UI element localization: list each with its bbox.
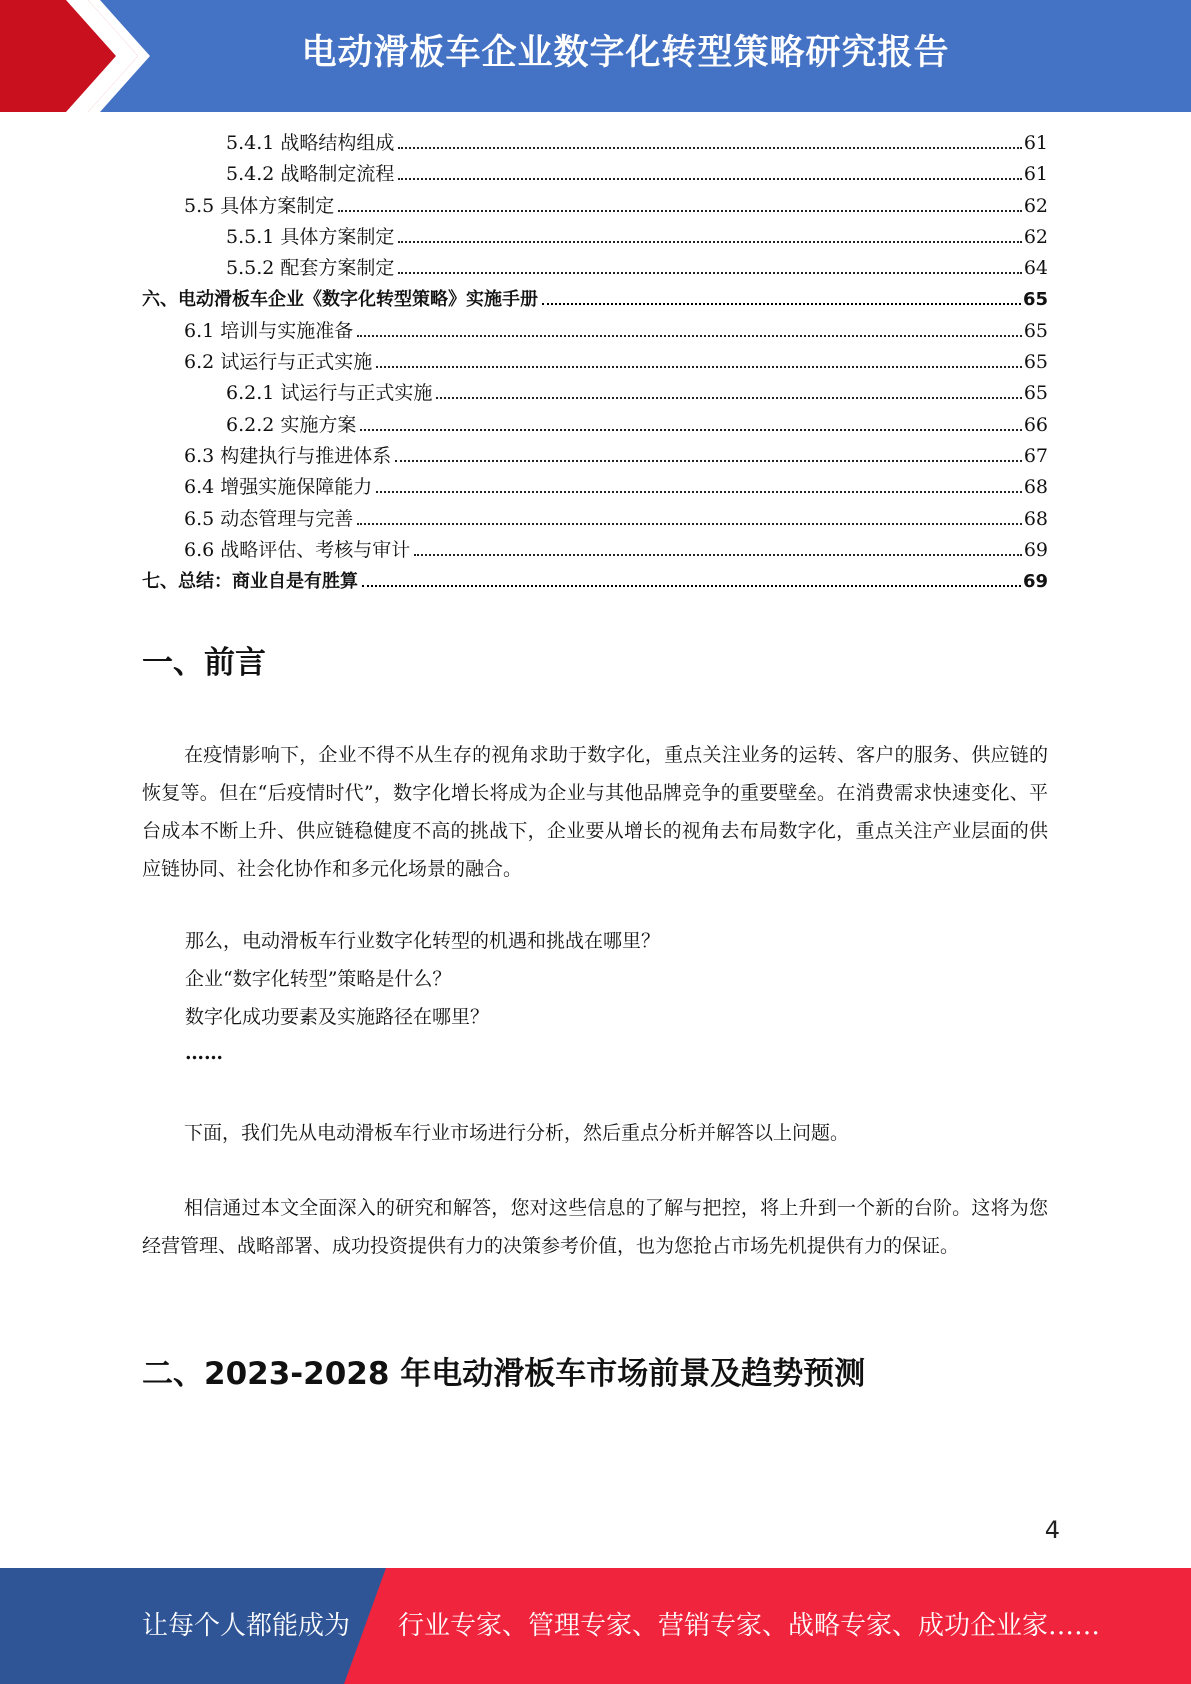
- toc-entry-label: 6.2 试运行与正式实施: [184, 351, 373, 374]
- toc-entry[interactable]: [142, 316, 1048, 347]
- toc-leader-dots: [398, 272, 1021, 274]
- toc-leader-dots: [376, 491, 1022, 493]
- toc-entry-label: 5.4.2 战略制定流程: [226, 163, 395, 186]
- preface-paragraph-3: 相信通过本文全面深入的研究和解答，您对这些信息的了解与把控，将上升到一个新的台阶。这将为您经营管理、战略部署、成功投资提供有力的决策参考价值，也为您抢占市场先机提供有力的保证。: [142, 1197, 1048, 1257]
- toc-entry[interactable]: [142, 347, 1048, 378]
- toc-entry-label: 5.5 具体方案制定: [184, 194, 335, 217]
- toc-leader-dots: [398, 147, 1021, 149]
- toc-leader-dots: [376, 366, 1022, 368]
- toc-entry-label: 5.5.2 配套方案制定: [226, 257, 395, 280]
- toc-leader-dots: [360, 429, 1021, 431]
- toc-entry[interactable]: [142, 191, 1048, 222]
- toc-leader-dots: [398, 178, 1021, 180]
- toc-entry[interactable]: [142, 566, 1048, 597]
- toc-leader-dots: [338, 210, 1022, 212]
- question-line: 企业“数字化转型”策略是什么？: [185, 968, 452, 990]
- toc-entry-label: 6.5 动态管理与完善: [184, 507, 354, 530]
- toc-entry-label: 七、总结：商业自是有胜算: [142, 571, 358, 593]
- toc-entry[interactable]: [142, 410, 1048, 441]
- preface-paragraph-1: 在疫情影响下，企业不得不从生存的视角求助于数字化，重点关注业务的运转、客户的服务、供应链的恢复等。但在“后疫情时代”，数字化增长将成为企业与其他品牌竞争的重要壁垒。在消费需求快速变化、平台成本不断上升、供应链稳健度不高的挑战下，企业要从增长的视角去布局数字化，重点关注产业层面的供应链协同、社会化协作和多元化场景的融合。: [142, 744, 1048, 880]
- toc-entry[interactable]: [142, 222, 1048, 253]
- toc-entry-page: 67: [1023, 444, 1048, 467]
- preface-paragraph-2: 下面，我们先从电动滑板车行业市场进行分析，然后重点分析并解答以上问题。: [184, 1122, 850, 1144]
- toc-entry-label: 六、电动滑板车企业《数字化转型策略》实施手册: [142, 289, 538, 311]
- report-title: 电动滑板车企业数字化转型策略研究报告: [301, 33, 950, 73]
- toc-entry-page: 62: [1023, 225, 1048, 248]
- question-line: 数字化成功要素及实施路径在哪里？: [185, 1006, 490, 1028]
- toc-entry-page: 61: [1023, 132, 1048, 154]
- toc-entry-page: 65: [1023, 351, 1048, 374]
- toc-entry-page: 69: [1022, 571, 1048, 593]
- toc-entry[interactable]: [142, 504, 1048, 535]
- toc-entry-label: 5.5.1 具体方案制定: [226, 225, 395, 248]
- toc-leader-dots: [362, 585, 1021, 587]
- toc-entry[interactable]: [142, 128, 1048, 159]
- toc-entry[interactable]: [142, 253, 1048, 284]
- table-of-contents: [142, 128, 1048, 597]
- toc-leader-dots: [542, 303, 1021, 305]
- toc-leader-dots: [357, 335, 1022, 337]
- toc-entry[interactable]: [142, 441, 1048, 472]
- toc-entry-page: 69: [1023, 538, 1048, 561]
- section-heading-market-forecast: 二、2023-2028 年电动滑板车市场前景及趋势预测: [142, 1356, 866, 1392]
- toc-entry[interactable]: [142, 472, 1048, 503]
- toc-leader-dots: [357, 523, 1022, 525]
- question-line: 那么，电动滑板车行业数字化转型的机遇和挑战在哪里？: [185, 930, 661, 952]
- toc-leader-dots: [395, 460, 1022, 462]
- toc-entry-page: 66: [1023, 413, 1048, 436]
- toc-leader-dots: [414, 554, 1022, 556]
- toc-entry-label: 6.3 构建执行与推进体系: [184, 444, 392, 467]
- toc-entry-page: 65: [1023, 382, 1048, 405]
- toc-leader-dots: [398, 241, 1021, 243]
- toc-leader-dots: [436, 397, 1021, 399]
- toc-entry-label: 6.2.1 试运行与正式实施: [226, 382, 433, 405]
- toc-entry-label: 6.2.2 实施方案: [226, 413, 357, 436]
- toc-entry-page: 61: [1023, 163, 1048, 186]
- toc-entry-page: 62: [1023, 194, 1048, 217]
- page-footer: [0, 1568, 1191, 1684]
- toc-entry-page: 64: [1023, 257, 1048, 280]
- toc-entry-label: 6.6 战略评估、考核与审计: [184, 538, 411, 561]
- page-number: 4: [1044, 1516, 1060, 1544]
- toc-entry[interactable]: [142, 378, 1048, 409]
- toc-entry-page: 65: [1022, 289, 1048, 311]
- header-arrow-decoration: [0, 0, 160, 112]
- toc-entry[interactable]: [142, 535, 1048, 566]
- toc-entry[interactable]: [142, 159, 1048, 190]
- toc-entry-label: 5.4.1 战略结构组成: [226, 132, 395, 154]
- footer-slogan-left: 让每个人都能成为: [142, 1611, 351, 1641]
- question-ellipsis: ……: [185, 1042, 223, 1064]
- toc-entry-label: 6.1 培训与实施准备: [184, 319, 354, 342]
- section-heading-preface: 一、前言: [142, 645, 266, 681]
- toc-entry-page: 65: [1023, 319, 1048, 342]
- toc-entry-page: 68: [1023, 476, 1048, 499]
- toc-entry-page: 68: [1023, 507, 1048, 530]
- toc-entry[interactable]: [142, 284, 1048, 315]
- footer-slogan-right: 行业专家、管理专家、营销专家、战略专家、成功企业家……: [398, 1611, 1101, 1641]
- toc-entry-label: 6.4 增强实施保障能力: [184, 476, 373, 499]
- page-header: [0, 0, 1191, 112]
